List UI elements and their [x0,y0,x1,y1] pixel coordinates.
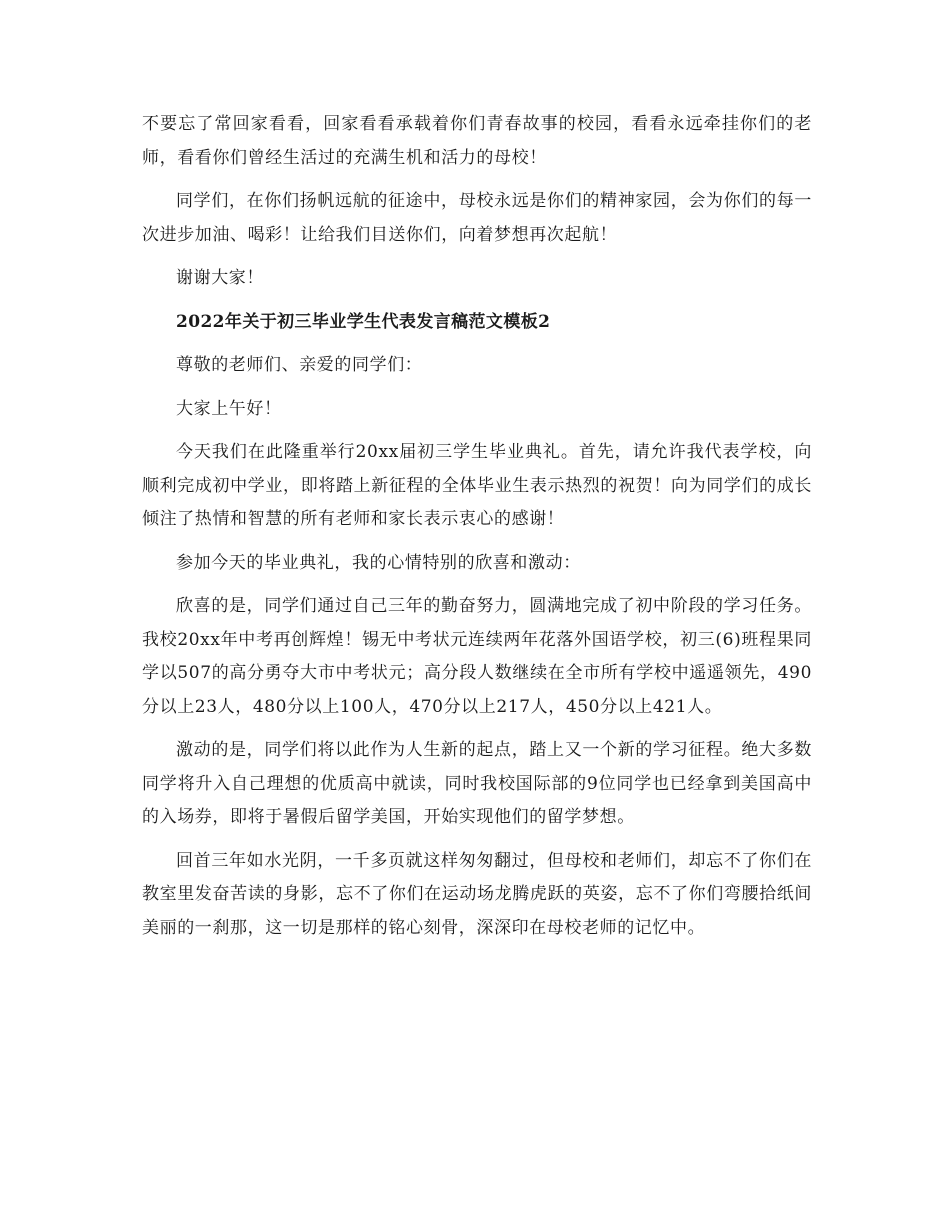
paragraph: 不要忘了常回家看看，回家看看承载着你们青春故事的校园，看看永远牵挂你们的老师，看看你们曾经生活过的充满生机和活力的母校！ [142,114,812,168]
paragraph: 今天我们在此隆重举行20xx届初三学生毕业典礼。首先，请允许我代表学校，向顺利完成初中学业，即将踏上新征程的全体毕业生表示热烈的祝贺！向为同学们的成长倾注了热情和智慧的所有老师和家长表示衷心的感谢！ [142,442,812,529]
paragraph: 同学们，在你们扬帆远航的征途中，母校永远是你们的精神家园，会为你们的每一次进步加油、喝彩！让给我们目送你们，向着梦想再次起航！ [142,191,812,245]
paragraph: 欣喜的是，同学们通过自己三年的勤奋努力，圆满地完成了初中阶段的学习任务。我校20xx年中考再创辉煌！锡无中考状元连续两年花落外国语学校，初三(6)班程果同学以507的高分勇夺大市中考状元；高分段人数继续在全市所有学校中遥遥领先，490分以上23人，480分以上100人，470分以上217人，450分以上421人。 [142,596,812,717]
paragraph: 回首三年如水光阴，一千多页就这样匆匆翻过，但母校和老师们，却忘不了你们在教室里发奋苦读的身影，忘不了你们在运动场龙腾虎跃的英姿，忘不了你们弯腰拾纸间美丽的一刹那，这一切是那样的铭心刻骨，深深印在母校老师的记忆中。 [142,850,812,938]
section-heading: 2022年关于初三毕业学生代表发言稿范文模板2 [176,311,551,332]
paragraph: 大家上午好！ [176,398,282,419]
paragraph: 尊敬的老师们、亲爱的同学们： [176,355,423,375]
paragraph: 参加今天的毕业典礼，我的心情特别的欣喜和激动： [176,552,581,573]
paragraph: 谢谢大家！ [176,268,264,288]
document-body [142,108,812,955]
paragraph: 激动的是，同学们将以此作为人生新的起点，踏上又一个新的学习征程。绝大多数同学将升入自己理想的优质高中就读，同时我校国际部的9位同学也已经拿到美国高中的入场券，即将于暑假后留学美国，开始实现他们的留学梦想。 [142,740,812,827]
